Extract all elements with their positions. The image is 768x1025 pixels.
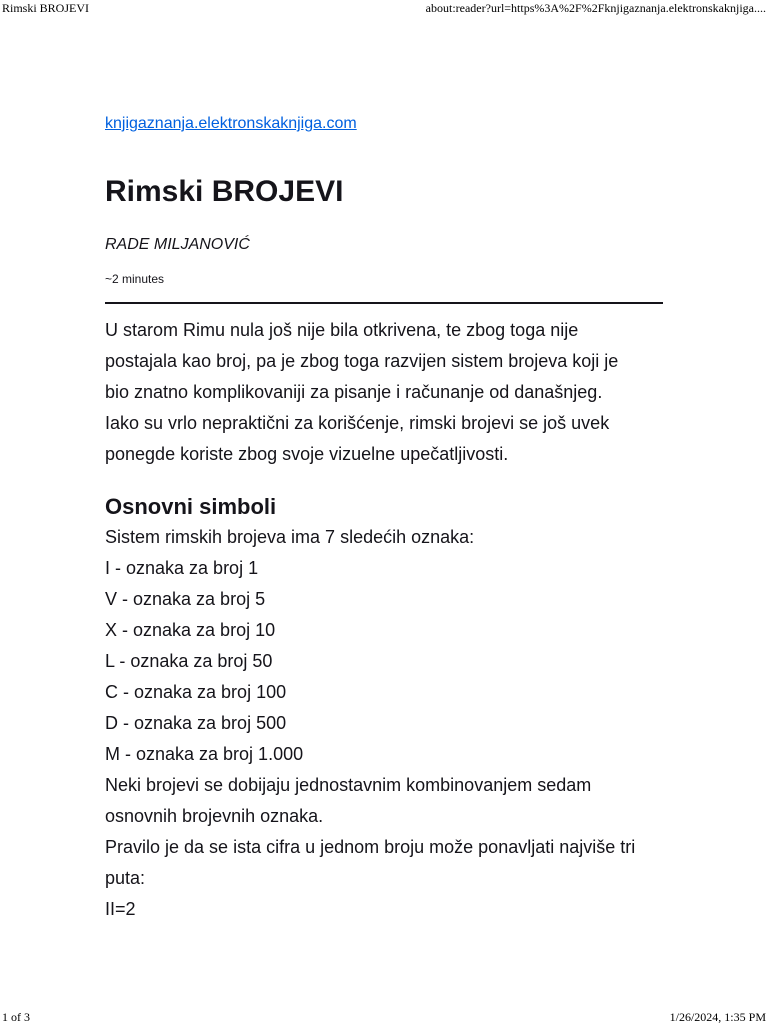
intro-line: U starom Rimu nula još nije bila otkrivena, te zbog toga nije (105, 320, 579, 340)
print-header (0, 1, 768, 16)
article-author: RADE MILJANOVIĆ (105, 236, 250, 253)
symbol-item: I - oznaka za broj 1 (105, 558, 259, 578)
section-heading: Osnovni simboli (105, 494, 277, 519)
symbol-item: V - oznaka za broj 5 (105, 589, 266, 609)
rules-line: puta: (105, 868, 146, 888)
print-header-url: about:reader?url=https%3A%2F%2Fknjigaznanja.elektronskaknjiga.... (425, 1, 766, 15)
article-content (105, 315, 663, 925)
print-footer (0, 1010, 768, 1025)
symbol-item: M - oznaka za broj 1.000 (105, 744, 304, 764)
source-domain-link[interactable]: knjigaznanja.elektronskaknjiga.com (105, 115, 357, 132)
symbol-item: C - oznaka za broj 100 (105, 682, 287, 702)
intro-line: bio znatno komplikovaniji za pisanje i računanje od današnjeg. (105, 382, 603, 402)
rules-paragraph (105, 770, 663, 925)
symbol-item: X - oznaka za broj 10 (105, 620, 276, 640)
reader-article (105, 112, 663, 925)
rules-line: II=2 (105, 899, 136, 919)
intro-line: Iako su vrlo nepraktični za korišćenje, rimski brojevi se još uvek (105, 413, 610, 433)
rules-line: osnovnih brojevnih oznaka. (105, 806, 324, 826)
rules-line: Neki brojevi se dobijaju jednostavnim kombinovanjem sedam (105, 775, 592, 795)
print-datetime: 1/26/2024, 1:35 PM (669, 1010, 766, 1024)
intro-paragraph (105, 315, 663, 470)
intro-line: ponegde koriste zbog svoje vizuelne upečatljivosti. (105, 444, 509, 464)
article-title: Rimski BROJEVI (105, 175, 344, 208)
reading-time: ~2 minutes (105, 272, 165, 286)
rules-line: Pravilo je da se ista cifra u jednom broju može ponavljati najviše tri (105, 837, 636, 857)
symbol-item: D - oznaka za broj 500 (105, 713, 287, 733)
print-header-title: Rimski BROJEVI (2, 1, 90, 15)
page-number: 1 of 3 (2, 1010, 30, 1024)
symbols-intro: Sistem rimskih brojeva ima 7 sledećih oznaka: (105, 527, 475, 547)
symbol-item: L - oznaka za broj 50 (105, 651, 273, 671)
header-divider (105, 302, 663, 304)
symbols-paragraph (105, 522, 663, 770)
intro-line: postajala kao broj, pa je zbog toga razvijen sistem brojeva koji je (105, 351, 619, 371)
